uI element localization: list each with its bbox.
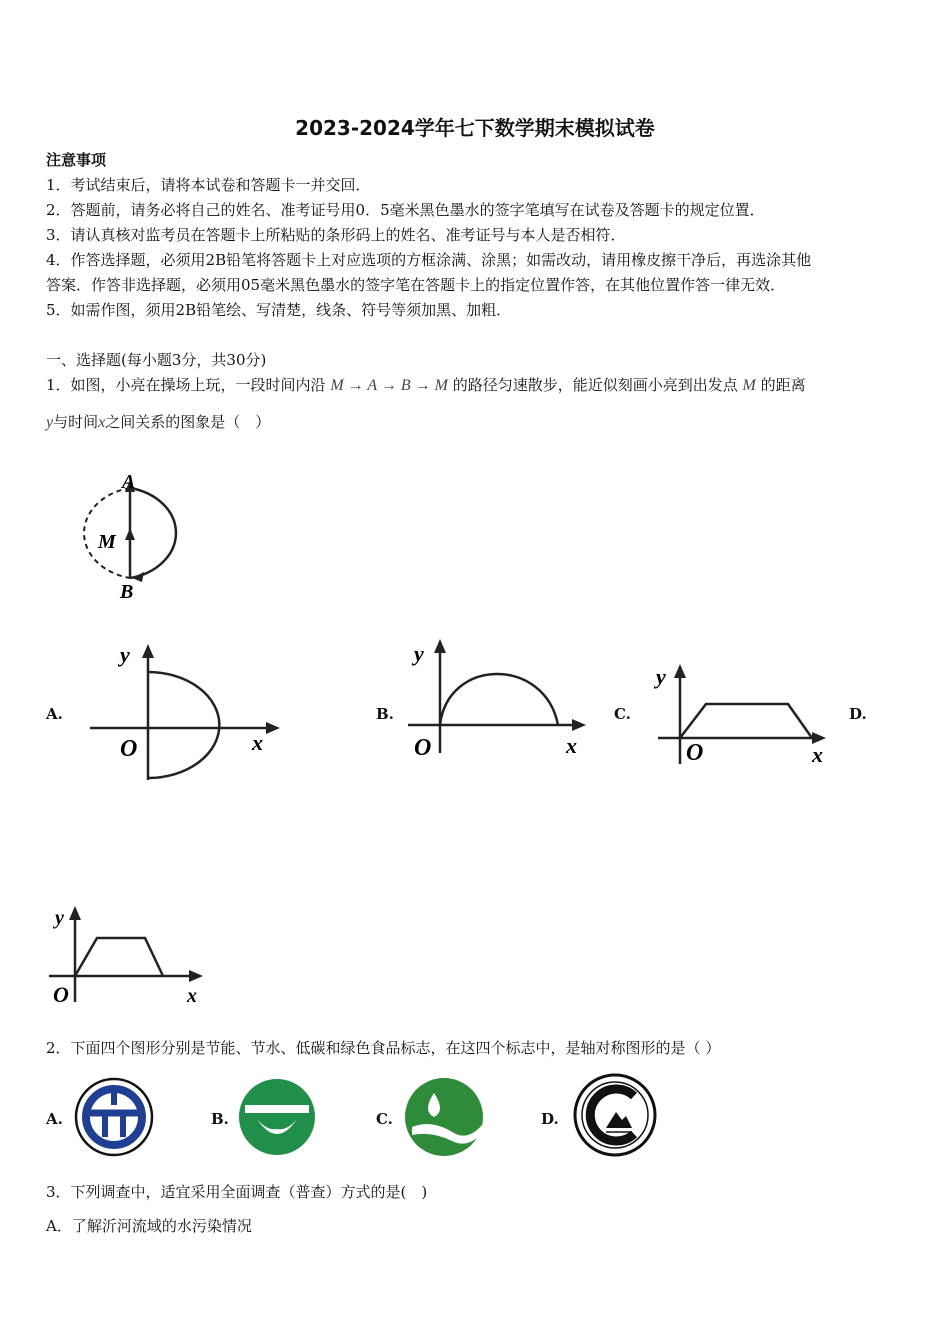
- x-label: x: [187, 985, 197, 1007]
- white-band: [245, 1105, 309, 1113]
- q2-option-c-label: C.: [376, 1110, 393, 1128]
- page-title: 2023-2024学年七下数学期末模拟试卷: [295, 116, 655, 140]
- origin-label: O: [414, 735, 432, 760]
- y-arrow-icon: [142, 644, 154, 658]
- water-saving-logo: [235, 1075, 319, 1159]
- trapezoid-graph: [75, 938, 163, 976]
- origin-label: O: [686, 740, 704, 766]
- low-carbon-logo: [402, 1075, 486, 1159]
- q1-line2-b: 之间关系的图象是（ ）: [105, 413, 271, 431]
- label-b: B: [120, 581, 134, 603]
- notes-heading: 注意事项: [46, 151, 107, 169]
- q1-graph-d: [45, 900, 215, 1008]
- y-arrow-icon: [69, 906, 81, 920]
- section-heading: 一、选择题(每小题3分，共30分): [46, 351, 267, 369]
- x-label: x: [252, 730, 263, 755]
- note-line: 答案．作答非选择题，必须用05毫米黑色墨水的签字笔在答题卡上的指定位置作答，在其他位置作答一律无效．: [46, 276, 786, 294]
- note-line: 3．请认真核对监考员在答题卡上所粘贴的条形码上的姓名、准考证号与本人是否相符．: [46, 226, 626, 244]
- q1-var-y: y: [46, 414, 54, 431]
- note-line: 4．作答选择题，必须用2B铅笔将答题卡上对应选项的方框涂满、涂黑；如需改动，请用橡皮擦干净后，再选涂其他: [46, 251, 812, 269]
- solid-arc: [130, 488, 176, 578]
- label-a: A: [122, 471, 136, 493]
- arrow-icon: [125, 528, 135, 540]
- curve: [148, 672, 219, 778]
- question-1-line-2: [46, 410, 270, 435]
- y-label: y: [414, 641, 424, 666]
- origin-label: O: [53, 982, 69, 1007]
- energy-saving-logo: [72, 1075, 156, 1159]
- q2-option-b-label: B.: [211, 1110, 229, 1128]
- q2-option-a-label: A.: [46, 1110, 63, 1128]
- y-label: y: [656, 664, 666, 689]
- q1-option-a-label: A.: [46, 705, 63, 723]
- green-disc: [239, 1079, 315, 1155]
- q1-var-x: x: [98, 414, 106, 431]
- question-3: 3．下列调查中，适宜采用全面调查（普查）方式的是( ): [46, 1183, 428, 1201]
- y-arrow-icon: [434, 639, 446, 653]
- q1-graph-b: [400, 635, 595, 760]
- question-2: 2．下面四个图形分别是节能、节水、低碳和绿色食品标志，在这四个标志中，是轴对称图形的是（ ）: [46, 1039, 721, 1057]
- q1-option-c-label: C.: [614, 705, 631, 723]
- x-arrow-icon: [189, 970, 203, 982]
- green-food-logo: [572, 1072, 658, 1158]
- q1-path: M → A → B → M: [330, 377, 448, 394]
- origin-label: O: [120, 736, 138, 762]
- note-line: 1．考试结束后，请将本试卷和答题卡一并交回．: [46, 176, 371, 194]
- x-label: x: [566, 733, 577, 758]
- q1-option-b-label: B.: [376, 705, 394, 723]
- q3-option-a: A．了解沂河流域的水污染情况: [46, 1217, 252, 1235]
- label-m: M: [98, 531, 116, 553]
- note-line: 2．答题前，请务必将自己的姓名、准考证号用0．5毫米黑色墨水的签字笔填写在试卷及答题卡的规定位置．: [46, 201, 765, 219]
- x-arrow-icon: [266, 722, 280, 734]
- question-1-line-1: [46, 373, 806, 398]
- q1-graph-a: [82, 640, 292, 790]
- x-arrow-icon: [572, 719, 586, 731]
- y-label: y: [120, 642, 130, 667]
- q1-option-d-label: D.: [849, 705, 867, 723]
- q1-point: M: [742, 377, 756, 394]
- q1-path-figure: [62, 470, 202, 605]
- q1-line2-a: 与时间: [53, 413, 99, 431]
- trapezoid-graph: [680, 704, 812, 738]
- y-arrow-icon: [674, 664, 686, 678]
- q1-mid: 的路径匀速散步，能近似刻画小亮到出发点: [452, 376, 738, 394]
- x-label: x: [812, 742, 823, 767]
- q1-graph-c: [650, 660, 840, 770]
- q2-option-d-label: D.: [541, 1110, 559, 1128]
- q1-prefix: 1．如图，小亮在操场上玩，一段时间内沿: [46, 376, 326, 394]
- y-label: y: [55, 907, 64, 929]
- q1-suffix: 的距离: [760, 376, 806, 394]
- curve: [440, 674, 558, 725]
- note-line: 5．如需作图，须用2B铅笔绘、写清楚，线条、符号等须加黑、加粗．: [46, 301, 512, 319]
- green-disc: [405, 1078, 483, 1156]
